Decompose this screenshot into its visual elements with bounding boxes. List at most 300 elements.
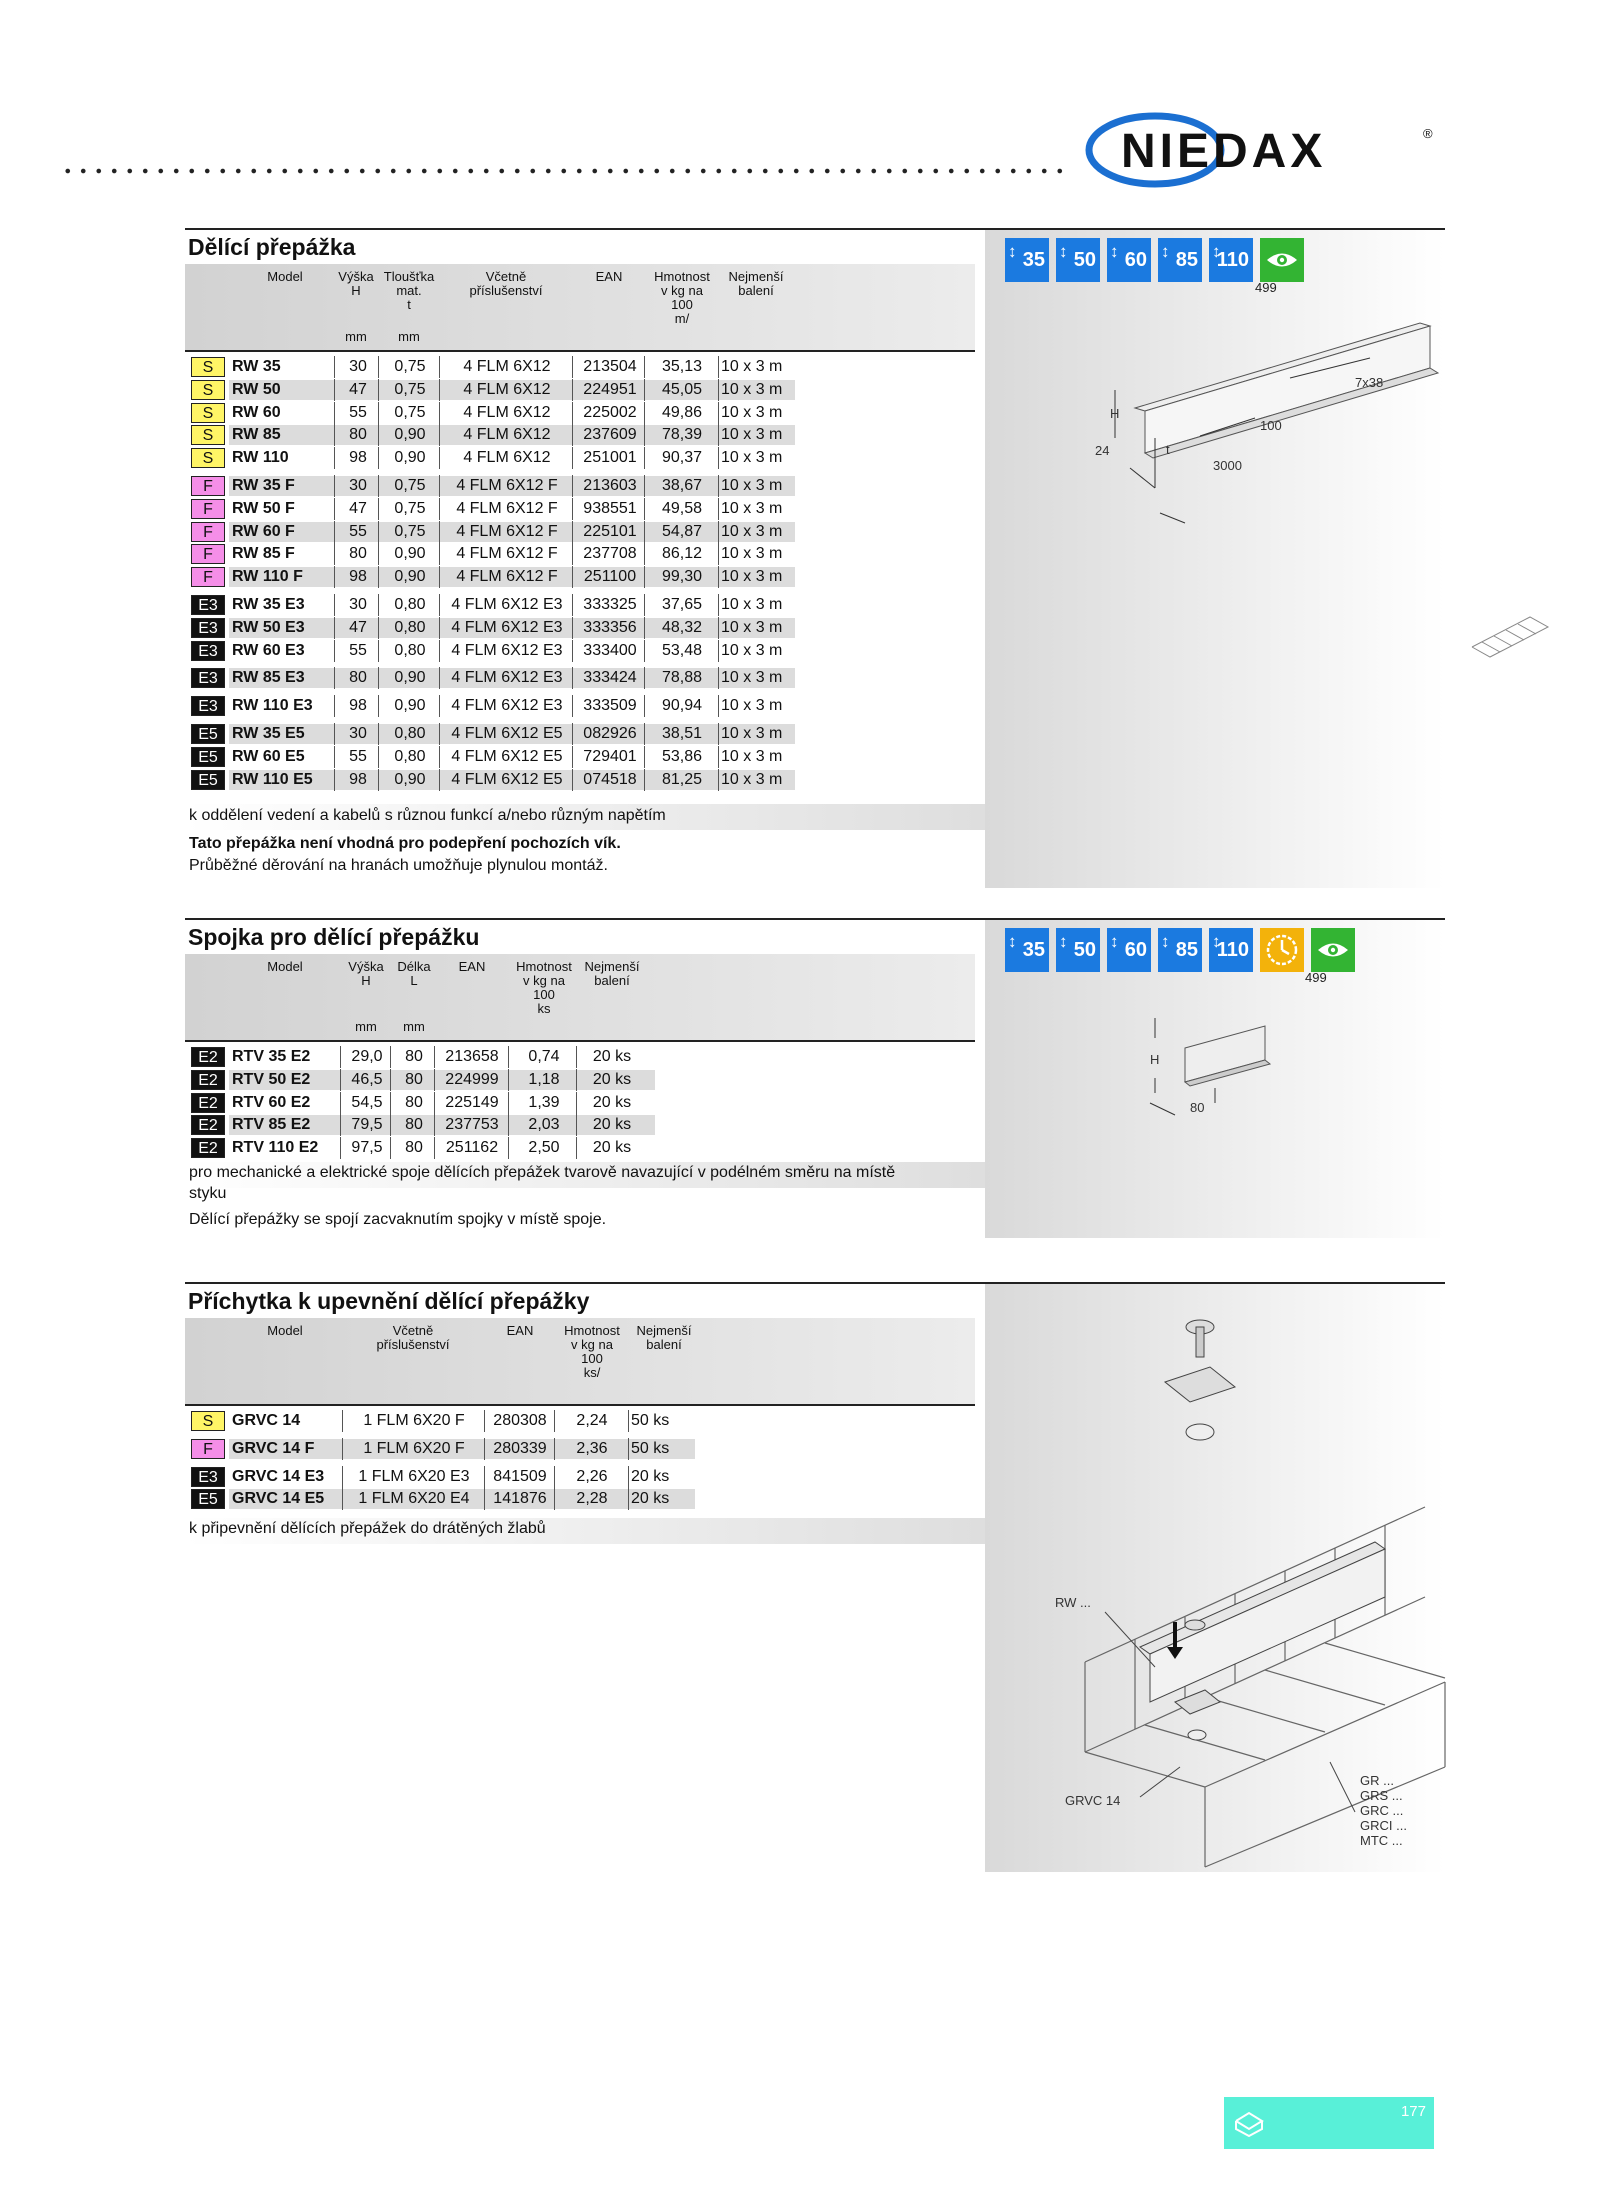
table-row: [185, 1046, 985, 1068]
column-divider: [434, 1046, 435, 1068]
cell-model: RW 50 E3: [232, 618, 305, 636]
column-divider: [439, 543, 440, 565]
cell-ean: 225149: [445, 1093, 499, 1111]
cell-w: 99,30: [661, 568, 703, 586]
column-divider: [334, 746, 335, 768]
column-divider: [334, 543, 335, 565]
column-divider: [554, 1410, 555, 1432]
cell-pack: 10 x 3 m: [721, 641, 783, 659]
cell-ean: 333400: [583, 641, 637, 659]
column-divider: [718, 617, 719, 639]
column-divider: [572, 723, 573, 745]
cell-incl: 1 FLM 6X20 F: [363, 1412, 465, 1429]
cell-t: 0,75: [394, 522, 426, 540]
finish-tag: S: [191, 380, 225, 400]
column-divider: [334, 379, 335, 401]
col-packaging: Nejmenší balení: [584, 959, 640, 988]
cell-h: 47: [349, 618, 367, 636]
column-divider: [378, 594, 379, 616]
column-divider: [718, 356, 719, 378]
column-divider: [340, 1046, 341, 1068]
column-divider: [439, 723, 440, 745]
cell-ean: 938551: [583, 499, 637, 517]
eye-icon: [1260, 238, 1304, 282]
cell-t: 0,75: [394, 499, 426, 517]
height-arrow-icon: ↕: [1212, 242, 1221, 261]
badge-value: 85: [1175, 248, 1198, 271]
cell-incl: 1 FLM 6X20 E4: [358, 1490, 470, 1508]
cell-pack: 10 x 3 m: [721, 618, 783, 636]
label-grc: GRC ...: [1360, 1803, 1404, 1818]
size-badge-35: [1005, 928, 1049, 972]
cell-ean: 237753: [445, 1116, 499, 1134]
size-badge-110: [1209, 928, 1253, 972]
column-divider: [334, 695, 335, 717]
table-row: [185, 640, 985, 662]
height-arrow-icon: ↕: [1008, 242, 1017, 261]
column-divider: [572, 746, 573, 768]
cell-h: 30: [349, 477, 367, 494]
cell-ean: 237708: [583, 545, 637, 563]
column-divider: [572, 566, 573, 588]
column-divider: [378, 356, 379, 378]
size-badge-50: [1056, 238, 1100, 282]
size-badges: [1005, 928, 1355, 972]
registered-mark: ®: [1423, 126, 1433, 141]
cell-model: RW 35: [232, 358, 281, 375]
finish-tag: S: [191, 403, 225, 423]
cell-incl: 4 FLM 6X12: [463, 358, 551, 375]
table-row: [185, 424, 985, 446]
column-divider: [334, 667, 335, 689]
cell-incl: 4 FLM 6X12 F: [456, 568, 558, 586]
unit-length: mm: [403, 1019, 425, 1034]
niedax-logo: [1085, 110, 1445, 190]
badge-value: 110: [1216, 248, 1249, 271]
brand-name: NIEDAX: [1121, 125, 1327, 178]
finish-tag: F: [191, 567, 225, 587]
column-divider: [508, 1092, 509, 1114]
column-divider: [334, 640, 335, 662]
column-divider: [576, 1069, 577, 1091]
page-number: 177: [1400, 2103, 1426, 2120]
cell-h: 79,5: [351, 1116, 383, 1134]
cell-w: 35,13: [661, 358, 703, 375]
column-divider: [378, 424, 379, 446]
column-divider: [439, 695, 440, 717]
cell-w: 1,39: [528, 1093, 560, 1111]
cell-model: RW 35 E3: [232, 596, 305, 613]
column-divider: [572, 617, 573, 639]
table-row: [185, 543, 985, 565]
cell-incl: 4 FLM 6X12: [463, 426, 551, 444]
cell-t: 0,80: [394, 618, 426, 636]
column-divider: [508, 1046, 509, 1068]
height-arrow-icon: ↕: [1161, 242, 1170, 261]
cell-w: 53,48: [661, 641, 703, 659]
cell-h: 98: [349, 770, 367, 788]
column-divider: [390, 1046, 391, 1068]
size-badge-35: [1005, 238, 1049, 282]
cell-pack: 10 x 3 m: [721, 358, 783, 375]
column-divider: [644, 402, 645, 424]
standard-code: 499: [1255, 280, 1277, 295]
cell-w: 49,58: [661, 499, 703, 517]
col-height: Výška H: [348, 959, 384, 988]
cell-t: 0,80: [394, 725, 426, 742]
column-divider: [334, 617, 335, 639]
table-row: [185, 498, 985, 520]
label-h: H: [1150, 1052, 1160, 1067]
label-3000: 3000: [1213, 458, 1242, 473]
size-badge-85: [1158, 238, 1202, 282]
cell-t: 0,90: [394, 669, 426, 687]
finish-tag: F: [191, 544, 225, 564]
size-badge-60: [1107, 928, 1151, 972]
section-rule: [185, 1282, 1445, 1284]
size-badge-50: [1056, 928, 1100, 972]
cell-pack: 10 x 3 m: [721, 449, 783, 467]
cell-model: RW 110 E3: [232, 697, 313, 715]
unit-height: mm: [355, 1019, 377, 1034]
eye-icon: [1311, 928, 1355, 972]
cell-ean: 333325: [583, 596, 637, 613]
column-divider: [718, 640, 719, 662]
cell-h: 30: [349, 596, 367, 613]
table-row: [185, 402, 985, 424]
column-divider: [434, 1069, 435, 1091]
column-divider: [572, 667, 573, 689]
column-divider: [340, 1137, 341, 1159]
column-divider: [572, 521, 573, 543]
table-row: [185, 356, 985, 378]
cell-w: 78,88: [661, 669, 703, 687]
finish-tag: S: [191, 425, 225, 445]
column-divider: [378, 723, 379, 745]
cell-ean: 074518: [583, 770, 637, 788]
cell-t: 0,75: [394, 403, 426, 421]
column-divider: [554, 1438, 555, 1460]
cell-ean: 225101: [583, 522, 637, 540]
finish-tag: E5: [191, 770, 225, 790]
finish-tag: E5: [191, 724, 225, 744]
table-row: [185, 379, 985, 401]
cell-model: RW 35 F: [232, 477, 295, 494]
cell-l: 80: [405, 1093, 423, 1111]
cell-l: 80: [405, 1070, 423, 1088]
column-divider: [628, 1438, 629, 1460]
finish-tag: E3: [191, 1467, 225, 1487]
column-divider: [378, 667, 379, 689]
cell-ean: 333356: [583, 618, 637, 636]
column-divider: [439, 594, 440, 616]
cell-h: 98: [349, 568, 367, 586]
column-divider: [718, 566, 719, 588]
column-divider: [439, 475, 440, 497]
table-row: [185, 695, 985, 717]
column-divider: [378, 379, 379, 401]
cell-incl: 4 FLM 6X12 E5: [451, 770, 563, 788]
finish-tag: E2: [191, 1138, 225, 1158]
col-ean: EAN: [506, 1323, 534, 1338]
table-row: [185, 1410, 985, 1432]
column-divider: [718, 521, 719, 543]
column-divider: [378, 769, 379, 791]
cell-t: 0,90: [394, 770, 426, 788]
height-arrow-icon: ↕: [1110, 242, 1119, 261]
section-title: Spojka pro dělící přepážku: [188, 924, 480, 950]
column-divider: [378, 447, 379, 469]
column-divider: [576, 1114, 577, 1136]
column-divider: [508, 1114, 509, 1136]
cell-pack: 20 ks: [592, 1116, 632, 1134]
column-divider: [439, 424, 440, 446]
cell-pack: 10 x 3 m: [721, 669, 783, 687]
column-divider: [718, 769, 719, 791]
column-divider: [572, 424, 573, 446]
cell-w: 2,24: [576, 1412, 608, 1429]
cell-model: RTV 60 E2: [232, 1093, 311, 1111]
cell-w: 2,50: [528, 1139, 560, 1157]
size-badge-85: [1158, 928, 1202, 972]
column-divider: [342, 1438, 343, 1460]
table-row: [185, 667, 985, 689]
badge-value: 35: [1022, 938, 1045, 961]
cell-pack: 10 x 3 m: [721, 596, 783, 613]
column-divider: [439, 746, 440, 768]
column-divider: [378, 475, 379, 497]
table-header: [185, 264, 975, 352]
col-packaging: Nejmenší balení: [728, 269, 784, 298]
table-row: [185, 1092, 985, 1114]
column-divider: [334, 475, 335, 497]
table-row: [185, 1466, 985, 1488]
tray-icon: [1234, 2109, 1264, 2137]
cell-ean: 213603: [583, 477, 637, 494]
finish-tag: E5: [191, 1489, 225, 1509]
column-divider: [378, 543, 379, 565]
finish-tag: E2: [191, 1070, 225, 1090]
cell-h: 98: [349, 449, 367, 467]
size-badge-60: [1107, 238, 1151, 282]
column-divider: [334, 594, 335, 616]
cell-pack: 20 ks: [631, 1490, 670, 1508]
cell-w: 37,65: [661, 596, 703, 613]
cell-incl: 4 FLM 6X12 E5: [451, 725, 563, 742]
cell-incl: 4 FLM 6X12 F: [456, 499, 558, 517]
table-row: [185, 1137, 985, 1159]
column-divider: [342, 1466, 343, 1488]
section-title: Dělící přepážka: [188, 234, 356, 260]
cell-model: RTV 110 E2: [232, 1139, 319, 1157]
column-divider: [340, 1092, 341, 1114]
column-divider: [572, 447, 573, 469]
column-divider: [390, 1069, 391, 1091]
cell-model: RW 35 E5: [232, 725, 305, 742]
col-model: Model: [267, 959, 303, 974]
section-title: Příchytka k upevnění dělící přepážky: [188, 1288, 590, 1314]
column-divider: [390, 1137, 391, 1159]
clock-icon: [1260, 928, 1304, 972]
cell-pack: 10 x 3 m: [721, 568, 783, 586]
col-height: Výška H: [338, 269, 374, 298]
column-divider: [390, 1114, 391, 1136]
table-row: [185, 1488, 985, 1510]
cell-h: 29,0: [351, 1048, 383, 1065]
finish-tag: F: [191, 522, 225, 542]
column-divider: [334, 402, 335, 424]
cell-pack: 10 x 3 m: [721, 770, 783, 788]
column-divider: [334, 424, 335, 446]
cell-model: RTV 85 E2: [232, 1116, 311, 1134]
column-divider: [644, 356, 645, 378]
column-divider: [572, 695, 573, 717]
column-divider: [334, 769, 335, 791]
column-divider: [576, 1046, 577, 1068]
column-divider: [378, 695, 379, 717]
table-row: [185, 1438, 985, 1460]
cell-ean: 333509: [583, 697, 637, 715]
cell-t: 0,90: [394, 545, 426, 563]
column-divider: [718, 723, 719, 745]
column-divider: [439, 617, 440, 639]
cell-w: 48,32: [661, 618, 703, 636]
label-rw: RW ...: [1055, 1595, 1091, 1610]
cell-w: 2,28: [576, 1490, 608, 1508]
column-divider: [718, 402, 719, 424]
label-h: H: [1110, 406, 1120, 421]
column-divider: [378, 521, 379, 543]
finish-tag: E3: [191, 618, 225, 638]
column-divider: [572, 594, 573, 616]
cell-model: RW 60: [232, 403, 281, 421]
column-divider: [572, 379, 573, 401]
finish-tag: S: [191, 1411, 225, 1431]
label-gr: GR ...: [1360, 1773, 1394, 1788]
col-packaging: Nejmenší balení: [636, 1323, 692, 1352]
cell-model: RW 110 E5: [232, 770, 313, 788]
height-arrow-icon: ↕: [1212, 932, 1221, 951]
cell-incl: 4 FLM 6X12 F: [456, 545, 558, 563]
badge-value: 50: [1073, 938, 1096, 961]
section-rule: [185, 918, 1445, 920]
column-divider: [718, 543, 719, 565]
height-arrow-icon: ↕: [1059, 932, 1068, 951]
note-warning: Tato přepážka není vhodná pro podepření pochozích vík.: [189, 835, 621, 852]
tray-thumbnail: [1470, 612, 1550, 662]
cell-w: 90,94: [661, 697, 703, 715]
table-row: [185, 617, 985, 639]
col-weight: Hmotnost v kg na 100 m/: [654, 269, 710, 326]
page-number-box: [1224, 2097, 1434, 2149]
cell-model: RW 50 F: [232, 499, 295, 517]
note-mounting: Dělící přepážky se spojí zacvaknutím spojky v místě spoje.: [189, 1211, 607, 1228]
column-divider: [644, 617, 645, 639]
column-divider: [572, 402, 573, 424]
cell-t: 0,80: [394, 596, 426, 613]
column-divider: [718, 447, 719, 469]
table-header: [185, 954, 975, 1042]
column-divider: [439, 667, 440, 689]
column-divider: [628, 1410, 629, 1432]
badge-value: 110: [1216, 938, 1249, 961]
cell-t: 0,80: [394, 747, 426, 765]
cell-ean: 225002: [583, 403, 637, 421]
cell-ean: 729401: [583, 747, 637, 765]
cell-ean: 841509: [493, 1467, 547, 1485]
column-divider: [644, 379, 645, 401]
cell-ean: 251162: [445, 1139, 499, 1157]
cell-w: 38,51: [661, 725, 703, 742]
cell-h: 80: [349, 669, 367, 687]
section-dividers: [185, 228, 1445, 888]
cell-pack: 10 x 3 m: [721, 522, 783, 540]
column-divider: [434, 1137, 435, 1159]
cell-w: 45,05: [661, 380, 703, 398]
cell-w: 0,74: [528, 1048, 560, 1065]
cell-ean: 251001: [583, 449, 637, 467]
column-divider: [334, 723, 335, 745]
cell-h: 55: [349, 641, 367, 659]
badge-value: 85: [1175, 938, 1198, 961]
badge-value: 60: [1124, 248, 1147, 271]
column-divider: [572, 640, 573, 662]
cell-w: 54,87: [661, 522, 703, 540]
col-thickness: Tloušťka mat. t: [383, 269, 435, 312]
cell-model: GRVC 14: [232, 1412, 301, 1429]
table-row: [185, 1114, 985, 1136]
column-divider: [718, 475, 719, 497]
height-arrow-icon: ↕: [1059, 242, 1068, 261]
cell-h: 30: [349, 358, 367, 375]
note-usage: k připevnění dělících přepážek do drátěných žlabů: [189, 1520, 546, 1537]
cell-model: RW 110: [232, 449, 289, 467]
cell-pack: 50 ks: [631, 1439, 670, 1457]
divider-drawing: [1095, 318, 1445, 528]
cell-t: 0,90: [394, 426, 426, 444]
column-divider: [576, 1137, 577, 1159]
section-connectors: [185, 918, 1445, 1238]
cell-w: 2,26: [576, 1467, 608, 1485]
column-divider: [390, 1092, 391, 1114]
cell-incl: 4 FLM 6X12 E3: [451, 697, 563, 715]
cell-ean: 237609: [583, 426, 637, 444]
cell-t: 0,80: [394, 641, 426, 659]
cell-w: 49,86: [661, 403, 703, 421]
table-row: [185, 746, 985, 768]
cell-model: RW 85 E3: [232, 669, 305, 687]
section-clips: [185, 1282, 1445, 1872]
column-divider: [644, 640, 645, 662]
column-divider: [378, 617, 379, 639]
cell-h: 98: [349, 697, 367, 715]
cell-w: 1,18: [528, 1070, 560, 1088]
cell-model: RW 110 F: [232, 568, 303, 586]
column-divider: [439, 379, 440, 401]
finish-tag: S: [191, 357, 225, 377]
cell-w: 86,12: [661, 545, 703, 563]
cell-t: 0,90: [394, 449, 426, 467]
unit-thickness: mm: [398, 329, 420, 344]
badge-value: 60: [1124, 938, 1147, 961]
finish-tag: E2: [191, 1115, 225, 1135]
cell-w: 81,25: [661, 770, 703, 788]
table-row: [185, 521, 985, 543]
column-divider: [340, 1069, 341, 1091]
column-divider: [439, 447, 440, 469]
cell-w: 53,86: [661, 747, 703, 765]
label-24: 24: [1095, 443, 1110, 458]
